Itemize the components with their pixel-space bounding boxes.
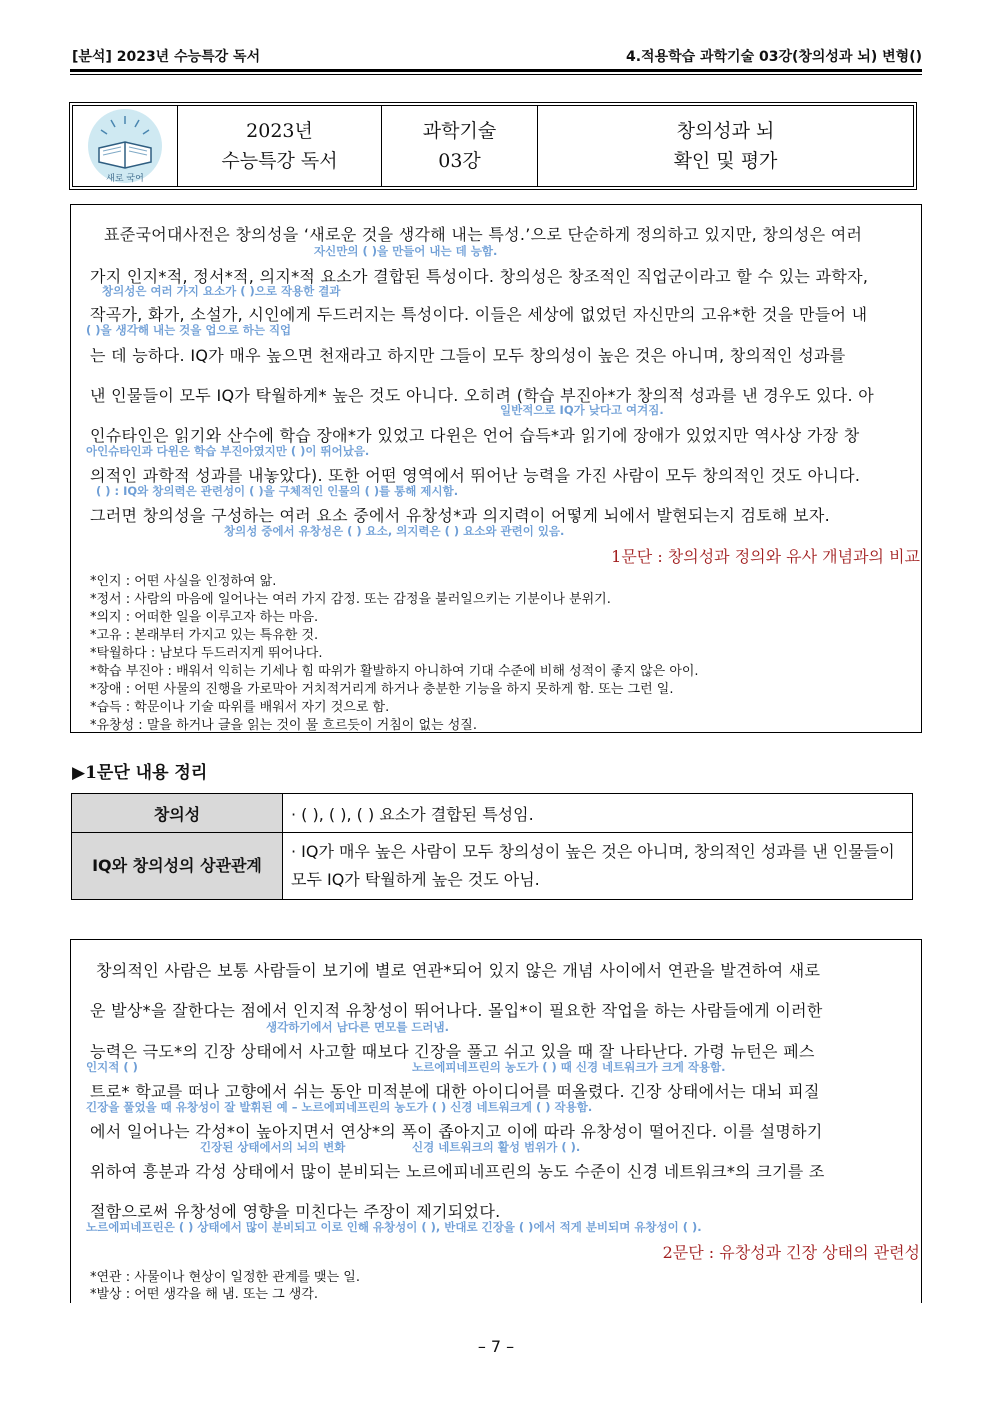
p2-note-5: 긴장된 상태에서의 뇌의 변화 (200, 1140, 346, 1154)
p1-note-7: 창의성 중에서 유창성은 ( ) 요소, 의지력은 ( ) 요소와 관련이 있음. (224, 524, 565, 538)
p1-gloss-9: *유창성 : 말을 하거나 글을 읽는 것이 물 흐르듯이 거침이 없는 성질. (90, 718, 477, 733)
p2-note-7: 노르에피네프린은 ( ) 상태에서 많이 분비되고 이로 인해 유창성이 ( ), 반대로 긴장을 ( )에서 적게 분비되며 유창성이 ( ). (86, 1220, 702, 1234)
header-rule (70, 69, 922, 72)
p1-note-5: 아인슈타인과 다윈은 학습 부진아였지만 ( )이 뛰어났음. (86, 444, 370, 458)
title-table (69, 102, 917, 190)
p1-gloss-3: *의지 : 어떠한 일을 이루고자 하는 마음. (90, 610, 319, 625)
p1-gloss-7: *장애 : 어떤 사물의 진행을 가로막아 거치적거리게 하거나 충분한 기능을 하지 못하게 함. 또는 그런 일. (90, 682, 674, 697)
title-lesson: 03강 (438, 150, 481, 172)
p2-note-3: 노르에피네프린의 농도가 ( ) 때 신경 네트워크가 크게 작용함. (412, 1060, 726, 1074)
header-left-title: [분석] 2023년 수능특강 독서 (72, 49, 261, 65)
p1-line-1: 표준국어대사전은 창의성을 ‘새로운 것을 생각해 내는 특성.’으로 단순하게 정의하고 있지만, 창의성은 여러 (104, 225, 863, 244)
p1-gloss-4: *고유 : 본래부터 가지고 있는 특유한 것. (90, 628, 319, 643)
logo-cell (73, 106, 178, 186)
row-body-creativity: · ( ), ( ), ( ) 요소가 결합된 특성임. (283, 794, 913, 833)
title-year: 2023년 (246, 120, 313, 142)
p1-line-7: 의적인 과학적 성과를 내놓았다). 또한 어떤 영역에서 뛰어난 능력을 가진 사람이 모두 창의적인 것도 아니다. (90, 466, 861, 485)
row-head-iq: IQ와 창의성의 상관관계 (72, 833, 283, 900)
p1-note-2: 창의성은 여러 가지 요소가 ( )으로 작용한 결과 (102, 284, 341, 298)
p2-summary: 2문단 : 유창성과 긴장 상태의 관련성 (662, 1243, 920, 1262)
p1-gloss-5: *탁월하다 : 남보다 두드러지게 뛰어나다. (90, 646, 323, 661)
title-field: 과학기술 (422, 120, 497, 142)
p1-line-3: 작곡가, 화가, 소설가, 시인에게 두드러지는 특성이다. 이들은 세상에 없었던 자신만의 고유*한 것을 만들어 내 (90, 305, 868, 324)
summary-table (71, 793, 913, 900)
table-row (72, 794, 913, 833)
p2-line-2: 운 발상*을 잘한다는 점에서 인지적 유창성이 뛰어나다. 몰입*이 필요한 작업을 하는 사람들에게 이러한 (90, 1001, 823, 1020)
p2-line-3: 능력은 극도*의 긴장 상태에서 사고할 때보다 긴장을 풀고 쉬고 있을 때 잘 나타난다. 가령 뉴턴은 페스 (90, 1042, 815, 1061)
header-rule-thin (70, 74, 922, 75)
p2-note-6: 신경 네트워크의 활성 범위가 ( ). (412, 1140, 581, 1154)
table-row (72, 833, 913, 900)
title-subtitle: 확인 및 평가 (673, 150, 778, 172)
row-body-iq: · IQ가 매우 높은 사람이 모두 창의성이 높은 것은 아니며, 창의적인 성과를 낸 인물들이 모두 IQ가 탁월하게 높은 것도 아님. (283, 833, 913, 900)
p1-line-6: 인슈타인은 읽기와 산수에 학습 장애*가 있었고 다윈은 언어 습득*과 읽기에 장애가 있었지만 역사상 가장 창 (90, 426, 860, 445)
title-cell-topic (538, 106, 913, 186)
p2-gloss-1: *연관 : 사물이나 현상이 일정한 관계를 맺는 일. (90, 1270, 360, 1285)
p1-gloss-1: *인지 : 어떤 사실을 인정하여 앎. (90, 574, 277, 589)
title-topic: 창의성과 뇌 (676, 120, 775, 142)
p1-note-6: ( ) : IQ와 창의력은 관련성이 ( )을 구체적인 인물의 ( )를 통해 제시함. (96, 484, 459, 498)
logo-text: 새로 국어 (106, 174, 144, 184)
title-book: 수능특강 독서 (221, 150, 338, 172)
p2-note-2: 인지적 ( ) (86, 1060, 138, 1074)
p2-line-1: 창의적인 사람은 보통 사람들이 보기에 별로 연관*되어 있지 않은 개념 사이에서 연관을 발견하여 새로 (96, 961, 821, 980)
p1-line-5: 낸 인물들이 모두 IQ가 탁월하게* 높은 것도 아니다. 오히려 (학습 부진아*가 창의적 성과를 낸 경우도 있다. 아 (90, 386, 874, 405)
p1-line-2: 가지 인지*적, 정서*적, 의지*적 요소가 결합된 특성이다. 창의성은 창조적인 직업군이라고 할 수 있는 과학자, (90, 267, 869, 286)
p1-note-3: ( )을 생각해 내는 것을 업으로 하는 직업 (86, 323, 292, 337)
section-title: ▶1문단 내용 정리 (72, 763, 208, 783)
p1-gloss-2: *정서 : 사람의 마음에 일어나는 여러 가지 감정. 또는 감정을 불러일으키는 기분이나 분위기. (90, 592, 611, 607)
p1-note-1: 자신만의 ( )을 만들어 내는 데 능함. (314, 244, 498, 258)
p1-line-8: 그러면 창의성을 구성하는 여러 요소 중에서 유창성*과 의지력이 어떻게 뇌에서 발현되는지 검토해 보자. (90, 506, 831, 525)
page-number: – 7 – (477, 1337, 515, 1356)
p1-gloss-8: *습득 : 학문이나 기술 따위를 배워서 자기 것으로 함. (90, 700, 390, 715)
p2-gloss-2: *발상 : 어떤 생각을 해 냄. 또는 그 생각. (90, 1287, 319, 1302)
p2-line-7: 절함으로써 유창성에 영향을 미친다는 주장이 제기되었다. (90, 1202, 501, 1221)
row-head-creativity: 창의성 (72, 794, 283, 833)
p2-line-4: 트로* 학교를 떠나 고향에서 쉬는 동안 미적분에 대한 아이디어를 떠올렸다. 긴장 상태에서는 대뇌 피질 (90, 1082, 820, 1101)
p1-summary: 1문단 : 창의성과 정의와 유사 개념과의 비교 (611, 547, 920, 566)
title-cell-book (178, 106, 382, 186)
header-right-title: 4.적용학습 과학기술 03강(창의성과 뇌) 변형() (625, 49, 922, 65)
p2-line-6: 위하여 흥분과 각성 상태에서 많이 분비되는 노르에피네프린의 농도 수준이 신경 네트워크*의 크기를 조 (90, 1162, 825, 1181)
p2-line-5: 에서 일어나는 각성*이 높아지면서 연상*의 폭이 좁아지고 이에 따라 유창성이 떨어진다. 이를 설명하기 (90, 1122, 823, 1141)
p1-note-4: 일반적으로 IQ가 낮다고 여겨짐. (500, 403, 664, 417)
p2-note-1: 생각하기에서 남다른 면모를 드러냄. (266, 1020, 450, 1034)
p1-line-4: 는 데 능하다. IQ가 매우 높으면 천재라고 하지만 그들이 모두 창의성이 높은 것은 아니며, 창의적인 성과를 (90, 346, 846, 365)
p1-gloss-6: *학습 부진아 : 배워서 익히는 기세나 힘 따위가 활발하지 아니하여 기대 수준에 비해 성적이 좋지 않은 아이. (90, 664, 699, 679)
p2-note-4: 긴장을 풀었을 때 유창성이 잘 발휘된 예 – 노르에피네프린의 농도가 ( ) 신경 네트워크게 ( ) 작용함. (86, 1100, 593, 1114)
title-cell-unit (382, 106, 538, 186)
